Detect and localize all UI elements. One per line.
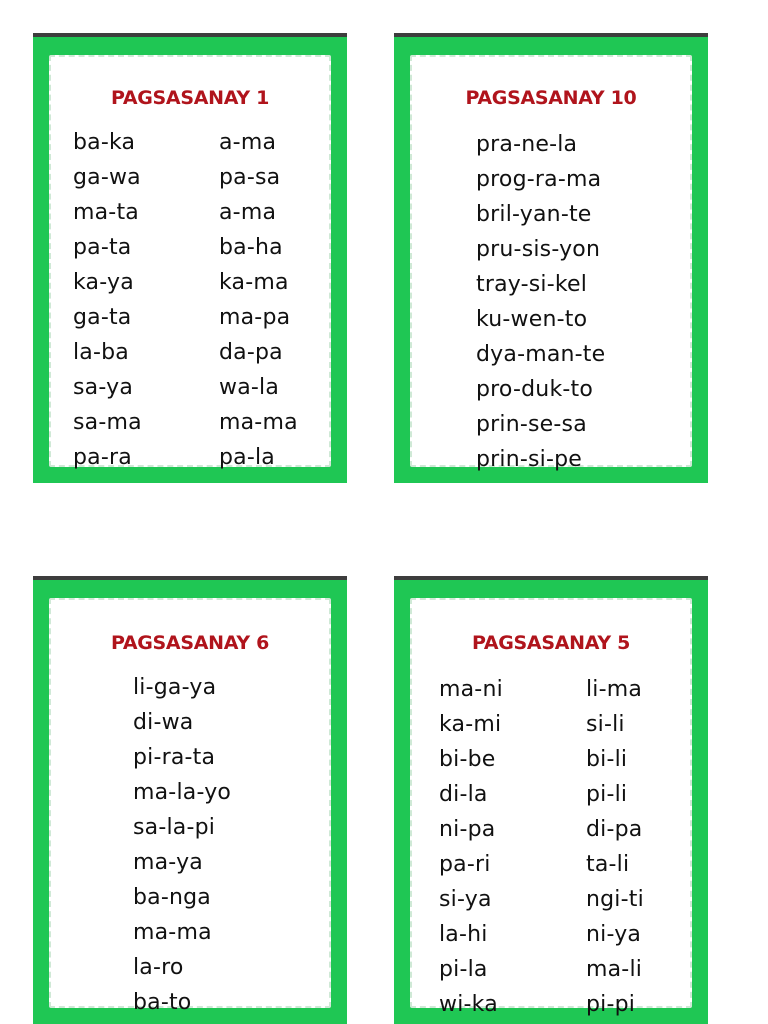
practice-card-5 <box>394 576 708 1024</box>
word-item: pi-la <box>439 957 488 982</box>
word-item: pa-ra <box>73 445 132 470</box>
practice-card-6 <box>33 576 347 1024</box>
card-panel <box>49 598 331 1015</box>
word-item: li-ma <box>586 677 643 702</box>
word-item: ba-nga <box>133 885 211 910</box>
word-item: ni-ya <box>586 922 642 947</box>
word-item: sa-ya <box>73 375 133 400</box>
word-item: pro-duk-to <box>476 377 594 402</box>
word-item: ga-wa <box>73 165 141 190</box>
word-item: bi-li <box>586 747 628 772</box>
word-item: ba-ka <box>73 130 136 155</box>
word-item: la-ba <box>73 340 129 365</box>
word-item: di-la <box>439 782 488 807</box>
word-item: tray-si-kel <box>476 272 588 297</box>
word-item: ma-ya <box>133 850 203 875</box>
practice-card-1 <box>33 33 347 483</box>
word-item: ma-li <box>586 957 643 982</box>
word-item: bi-be <box>439 747 496 772</box>
word-item: ma-ma <box>219 410 298 435</box>
card-title: PAGSASANAY 1 <box>110 87 270 109</box>
word-item: ni-pa <box>439 817 496 842</box>
word-item: di-wa <box>133 710 194 735</box>
word-item: si-li <box>586 712 625 737</box>
word-item: ma-ni <box>439 677 503 702</box>
word-item: ma-ma <box>133 920 212 945</box>
word-item: li-ga-ya <box>133 675 217 700</box>
card-panel <box>49 55 331 470</box>
word-item: da-pa <box>219 340 283 365</box>
word-item: pru-sis-yon <box>476 237 601 262</box>
word-item: pra-ne-la <box>476 132 578 157</box>
word-item: sa-ma <box>73 410 142 435</box>
word-item: ka-ma <box>219 270 289 295</box>
word-item: ta-li <box>586 852 630 877</box>
word-column-right <box>586 672 644 1022</box>
word-item: a-ma <box>219 130 277 155</box>
word-item: ba-to <box>133 990 192 1015</box>
card-title: PAGSASANAY 6 <box>110 632 270 654</box>
practice-card-10 <box>394 33 708 483</box>
word-item: ngi-ti <box>586 887 644 912</box>
word-item: la-hi <box>439 922 488 947</box>
word-item: ba-ha <box>219 235 283 260</box>
word-column <box>476 127 605 477</box>
card-title: PAGSASANAY 10 <box>465 87 637 109</box>
word-item: a-ma <box>219 200 277 225</box>
word-item: ma-ta <box>73 200 139 225</box>
word-item: ma-pa <box>219 305 291 330</box>
word-item: si-ya <box>439 887 492 912</box>
word-item: bril-yan-te <box>476 202 592 227</box>
word-item: pi-li <box>586 782 628 807</box>
word-column-right <box>219 125 298 475</box>
word-item: pa-sa <box>219 165 281 190</box>
word-item: wi-ka <box>439 992 498 1017</box>
word-item: ka-mi <box>439 712 502 737</box>
word-item: pi-pi <box>586 992 636 1017</box>
word-item: prog-ra-ma <box>476 167 602 192</box>
word-item: di-pa <box>586 817 643 842</box>
word-item: ma-la-yo <box>133 780 232 805</box>
word-column <box>133 670 231 1020</box>
word-item: pa-ta <box>73 235 132 260</box>
word-item: dya-man-te <box>476 342 606 367</box>
word-item: ga-ta <box>73 305 132 330</box>
word-item: ka-ya <box>73 270 134 295</box>
word-column-left <box>439 672 503 1022</box>
card-title: PAGSASANAY 5 <box>471 632 631 654</box>
card-panel <box>410 598 692 1017</box>
word-column-left <box>73 125 142 475</box>
card-panel <box>410 55 692 472</box>
word-item: prin-si-pe <box>476 447 583 472</box>
word-item: pi-ra-ta <box>133 745 216 770</box>
word-item: ku-wen-to <box>476 307 588 332</box>
word-item: la-ro <box>133 955 184 980</box>
word-item: sa-la-pi <box>133 815 216 840</box>
word-item: prin-se-sa <box>476 412 587 437</box>
word-item: pa-la <box>219 445 275 470</box>
word-item: wa-la <box>219 375 280 400</box>
word-item: pa-ri <box>439 852 491 877</box>
